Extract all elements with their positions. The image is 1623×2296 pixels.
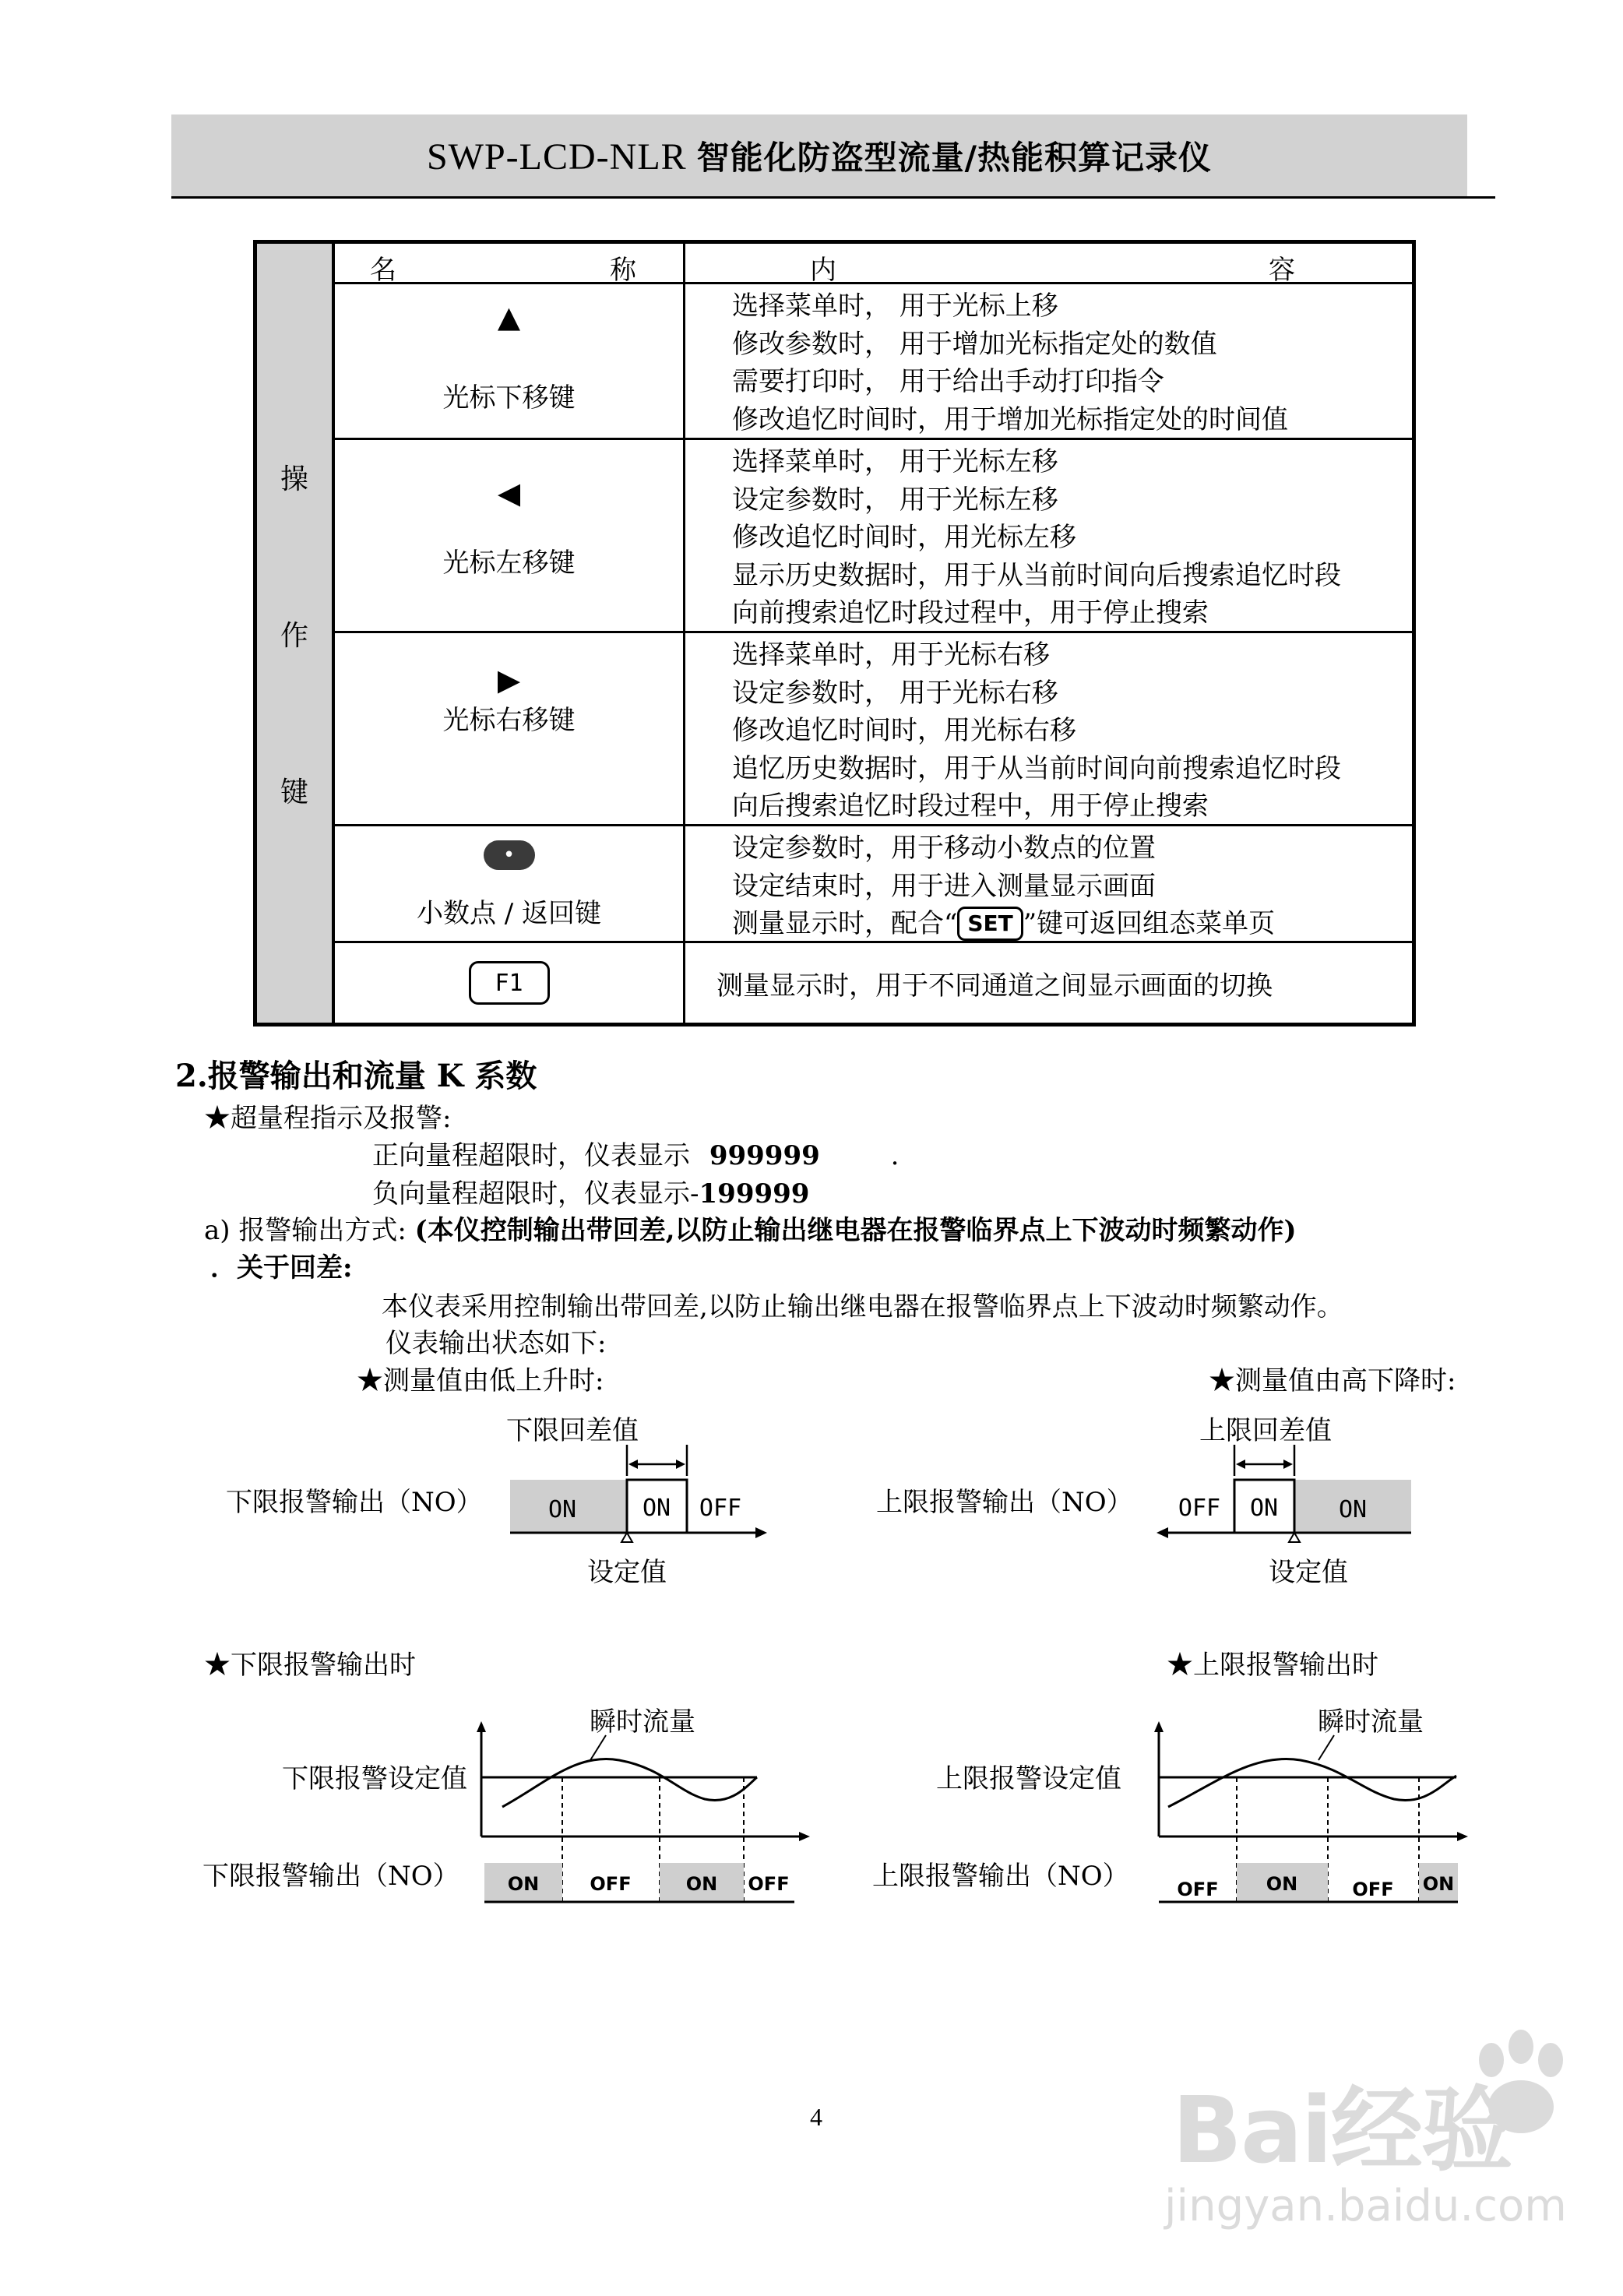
hysteresis-heading: ．关于回差: <box>210 1252 353 1284</box>
rising-heading: ★测量值由低上升时: <box>357 1365 604 1396</box>
key-decimal-description: 设定参数时，用于移动小数点的位置 设定结束时，用于进入测量显示画面 测量显示时，配合“ SET ”键可返回组态菜单页 <box>685 826 1412 943</box>
f1-key-icon: F1 <box>469 961 550 1005</box>
page-number: 4 <box>810 2103 822 2131</box>
decimal-key-icon: • <box>484 840 535 870</box>
key-name: 光标右移键 <box>442 705 576 736</box>
key-up-description: 选择菜单时， 用于光标上移 修改参数时， 用于增加光标指定处的数值 需要打印时， 用于给出手动打印指令 修改追忆时间时，用于增加光标指定处的时间值 <box>685 284 1412 440</box>
high-state: OFF <box>1352 1879 1394 1900</box>
negative-overrange-value: 199999 <box>699 1178 810 1210</box>
high-output-label: 上限报警输出（NO） <box>872 1861 1129 1892</box>
set-key-icon: SET <box>957 907 1023 941</box>
key-left-cell <box>335 440 685 633</box>
low-seg-on: ON <box>642 1495 671 1522</box>
low-output-label: 下限报警输出（NO） <box>202 1861 459 1892</box>
document-title <box>427 132 1212 179</box>
watermark-brand: Bai经验 <box>1172 2076 1512 2184</box>
high-timing-title: ★上限报警输出时 <box>1167 1650 1378 1681</box>
high-state: ON <box>1266 1873 1298 1895</box>
key-right-description: 选择菜单时，用于光标右移 设定参数时， 用于光标右移 修改追忆时间时，用光标右移 追忆历史数据时，用于从当前时间向前搜索追忆时段 向后搜索追忆时段过程中，用于停止搜索 <box>685 633 1412 826</box>
right-triangle-icon: ▶ <box>497 663 521 697</box>
low-seg-off: OFF <box>699 1495 742 1522</box>
output-state-line: 仪表输出状态如下: <box>386 1328 607 1359</box>
table-header-content: 内 容 <box>685 244 1412 284</box>
positive-overrange-value: 999999 <box>709 1140 820 1171</box>
low-alarm-hysteresis-diagram <box>210 1402 802 1604</box>
key-decimal-cell <box>335 826 685 943</box>
high-seg-on: ON <box>1338 1496 1368 1523</box>
high-set-label: 设定值 <box>1269 1557 1348 1588</box>
key-name: 光标左移键 <box>442 548 576 579</box>
low-setpoint-label: 下限报警设定值 <box>282 1763 467 1794</box>
low-alarm-timing-diagram <box>195 1698 826 1916</box>
low-row-label: 下限报警输出（NO） <box>226 1487 483 1518</box>
low-state: OFF <box>590 1873 632 1895</box>
high-row-label: 上限报警输出（NO） <box>876 1487 1133 1518</box>
side-label-char: 键 <box>280 776 308 808</box>
watermark-url: jingyan.baidu.com <box>1164 2181 1567 2231</box>
title-description: 智能化防盗型流量/热能积算记录仪 <box>696 139 1212 177</box>
up-triangle-icon: ▲ <box>497 300 521 334</box>
high-hyst-label: 上限回差值 <box>1199 1415 1332 1446</box>
key-f1-cell <box>335 943 685 1023</box>
negative-overrange-line: 负向量程超限时，仪表显示-199999 <box>372 1178 810 1210</box>
low-curve-label: 瞬时流量 <box>590 1706 695 1738</box>
key-right-cell <box>335 633 685 826</box>
high-state: ON <box>1422 1873 1455 1895</box>
table-header-name: 名 称 <box>335 244 685 284</box>
hysteresis-text: 本仪表采用控制输出带回差,以防止输出继电器在报警临界点上下波动时频繁动作。 <box>382 1291 1343 1322</box>
section-title: 2.报警输出和流量 K 系数 <box>175 1058 537 1094</box>
over-range-heading: ★超量程指示及报警: <box>204 1103 452 1134</box>
alarm-mode-line: a) 报警输出方式: (本仪控制输出带回差,以防止输出继电器在报警临界点上下波动时频繁动作) <box>204 1215 1297 1246</box>
low-seg-on: ON <box>547 1496 577 1523</box>
low-state: ON <box>685 1873 718 1895</box>
title-model: SWP-LCD-NLR <box>426 136 687 178</box>
low-state: OFF <box>748 1873 790 1895</box>
key-name: 小数点 / 返回键 <box>416 898 602 929</box>
key-operation-table <box>253 240 1416 1027</box>
key-f1-description: 测量显示时，用于不同通道之间显示画面的切换 <box>716 970 1273 1002</box>
side-label-char: 作 <box>280 619 308 652</box>
falling-heading: ★测量值由高下降时: <box>1209 1365 1456 1396</box>
high-seg-off: OFF <box>1178 1495 1221 1522</box>
positive-overrange-line: 正向量程超限时，仪表显示 999999 . <box>372 1140 900 1171</box>
high-state: OFF <box>1177 1879 1219 1900</box>
side-label-char: 操 <box>280 463 308 495</box>
baidu-watermark <box>1125 2025 1608 2274</box>
key-up-cell <box>335 284 685 440</box>
key-name: 光标下移键 <box>442 382 576 414</box>
key-left-description: 选择菜单时， 用于光标左移 设定参数时， 用于光标左移 修改追忆时间时，用光标左移 显示历史数据时，用于从当前时间向后搜索追忆时段 向前搜索追忆时段过程中，用于停止搜索 <box>685 440 1412 633</box>
high-alarm-timing-diagram <box>864 1698 1487 1916</box>
left-triangle-icon: ◀ <box>497 476 521 510</box>
page-header <box>171 114 1467 197</box>
low-state: ON <box>507 1873 540 1895</box>
side-label <box>257 244 335 1023</box>
low-hyst-label: 下限回差值 <box>506 1415 639 1446</box>
low-set-label: 设定值 <box>587 1557 667 1588</box>
high-seg-on: ON <box>1249 1495 1279 1522</box>
high-setpoint-label: 上限报警设定值 <box>936 1763 1121 1794</box>
high-curve-label: 瞬时流量 <box>1318 1706 1424 1738</box>
low-timing-title: ★下限报警输出时 <box>204 1650 416 1681</box>
header-rule <box>171 196 1495 199</box>
high-alarm-hysteresis-diagram <box>868 1402 1460 1604</box>
